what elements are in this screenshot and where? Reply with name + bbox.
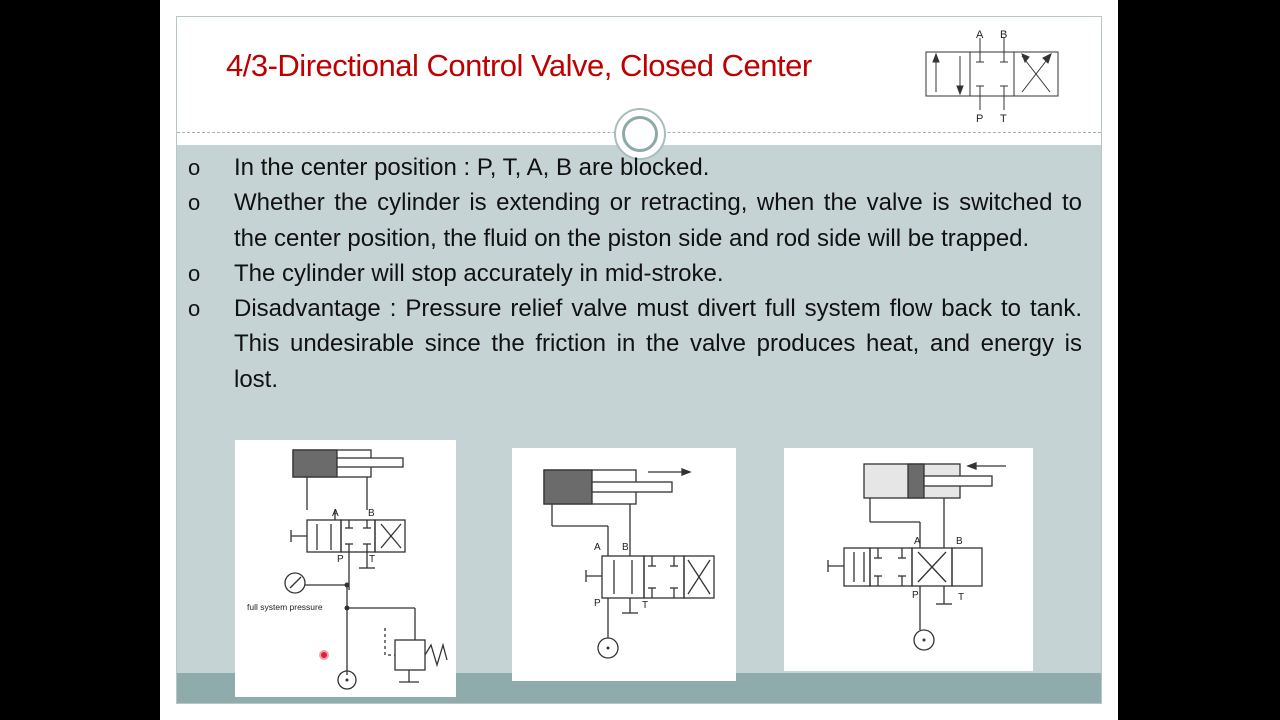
diagram3-label-p: P [912, 590, 919, 601]
bullet-text: In the center position : P, T, A, B are blocked. [234, 154, 710, 181]
bullet-text: The cylinder will stop accurately in mid-stroke. [234, 259, 724, 287]
diagram2-label-t: T [642, 600, 649, 611]
diagram3-label-b: B [956, 536, 963, 547]
circuit-diagram-pressure [235, 440, 456, 697]
diagram1-label-p: P [337, 554, 344, 565]
diagram3-label-a: A [914, 536, 921, 547]
bullet-marker: o [188, 260, 201, 286]
bullet-item [182, 256, 1082, 291]
bullet-item [182, 291, 1082, 397]
diagram1-label-a: A [332, 508, 339, 519]
bullet-item [182, 150, 1082, 185]
diagram2-label-a: A [594, 542, 601, 553]
valve-symbol-top [924, 26, 1064, 126]
diagram2-label-p: P [594, 598, 601, 609]
diagram1-label-b: B [368, 508, 375, 519]
bullet-text: Disadvantage : Pressure relief valve must divert full system flow back to tank. This undesirable since the friction in the valve produces heat, and energy is lost. [234, 295, 1082, 393]
symbol-label-a: A [976, 29, 984, 41]
diagram1-gauge-caption: full system pressure [247, 602, 323, 612]
diagram1-label-t: T [369, 554, 376, 565]
slide [160, 0, 1118, 720]
circuit-diagram-extending [512, 448, 736, 681]
symbol-label-b: B [1000, 29, 1008, 41]
bullet-text: Whether the cylinder is extending or retracting, when the valve is switched to the center position, the fluid on the piston side and rod side will be trapped. [234, 189, 1082, 252]
bullet-marker: o [188, 190, 201, 216]
bullet-list [182, 150, 1082, 397]
symbol-label-t: T [1000, 113, 1007, 125]
circuit-diagram-retracting [784, 448, 1033, 671]
diagram3-label-t: T [958, 592, 965, 603]
diagram2-label-b: B [622, 542, 629, 553]
bullet-item [182, 185, 1082, 256]
bullet-marker: o [188, 155, 201, 180]
symbol-label-p: P [976, 113, 984, 125]
bullet-marker: o [188, 296, 201, 322]
slide-title: 4/3-Directional Control Valve, Closed Center [226, 48, 812, 83]
